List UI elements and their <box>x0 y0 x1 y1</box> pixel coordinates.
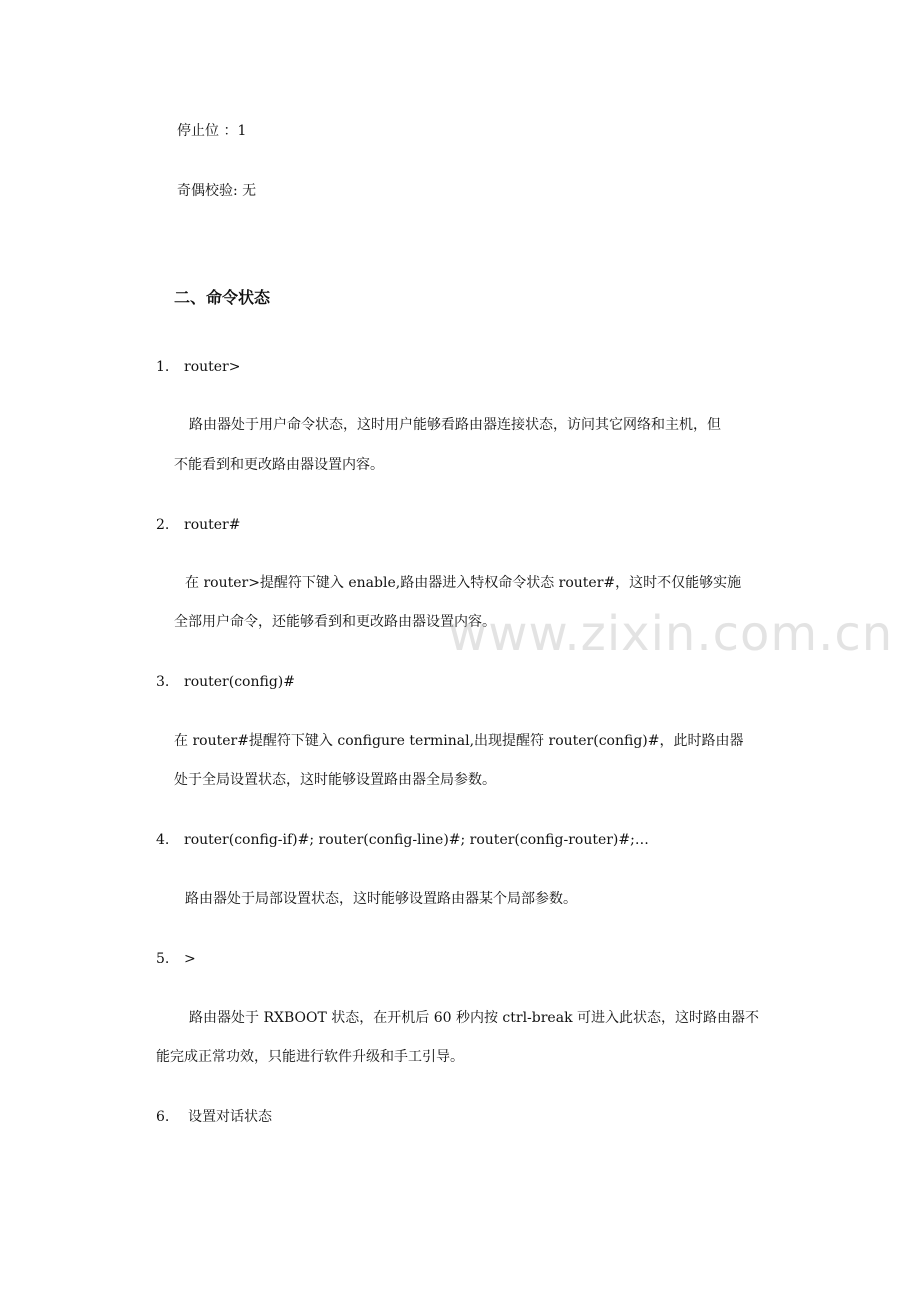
description-line: 路由器处于 RXBOOT 状态，在开机后 60 秒内按 ctrl-break 可进入此状态，这时路由器不 <box>189 1010 759 1026</box>
command-prompt: router> <box>184 359 241 375</box>
description-line: 不能看到和更改路由器设置内容。 <box>174 457 384 473</box>
list-item-number: 5. <box>156 951 170 967</box>
command-prompt: router# <box>184 517 241 533</box>
list-item-title <box>156 1107 272 1127</box>
stop-bits-line: 停止位 ：1 <box>177 123 247 139</box>
description-line: 在 router>提醒符下键入 enable,路由器进入特权命令状态 router#，这时不仅能够实施 <box>185 575 742 591</box>
list-item-title <box>156 357 240 377</box>
command-prompt: > <box>184 951 196 967</box>
list-item-number: 1. <box>156 359 170 375</box>
description-line: 在 router#提醒符下键入 configure terminal,出现提醒符 router(config)#，此时路由器 <box>174 733 744 749</box>
list-item-title <box>156 672 295 692</box>
description-line: 全部用户命令，还能够看到和更改路由器设置内容。 <box>174 614 496 630</box>
description-line: 处于全局设置状态，这时能够设置路由器全局参数。 <box>174 772 496 788</box>
description-line: 路由器处于局部设置状态，这时能够设置路由器某个局部参数。 <box>185 891 577 907</box>
command-prompt: router(config-if)#; router(config-line)#; router(config-router)#;… <box>184 832 649 848</box>
parity-line: 奇偶校验: 无 <box>177 183 257 199</box>
watermark: www.zixin.com.cn <box>448 606 894 662</box>
list-item-number: 3. <box>156 674 170 690</box>
list-item-label: 设置对话状态 <box>188 1109 272 1125</box>
list-item-title <box>156 515 240 535</box>
list-item-number: 2. <box>156 517 170 533</box>
list-item-title <box>156 949 196 969</box>
list-item-number: 6. <box>156 1109 170 1125</box>
list-item-number: 4. <box>156 832 170 848</box>
command-prompt: router(config)# <box>184 674 295 690</box>
section-title: 二、命令状态 <box>174 288 271 307</box>
description-line: 路由器处于用户命令状态，这时用户能够看路由器连接状态，访问其它网络和主机，但 <box>189 417 721 433</box>
description-line: 能完成正常功效，只能进行软件升级和手工引导。 <box>156 1049 464 1065</box>
list-item-title <box>156 830 649 850</box>
